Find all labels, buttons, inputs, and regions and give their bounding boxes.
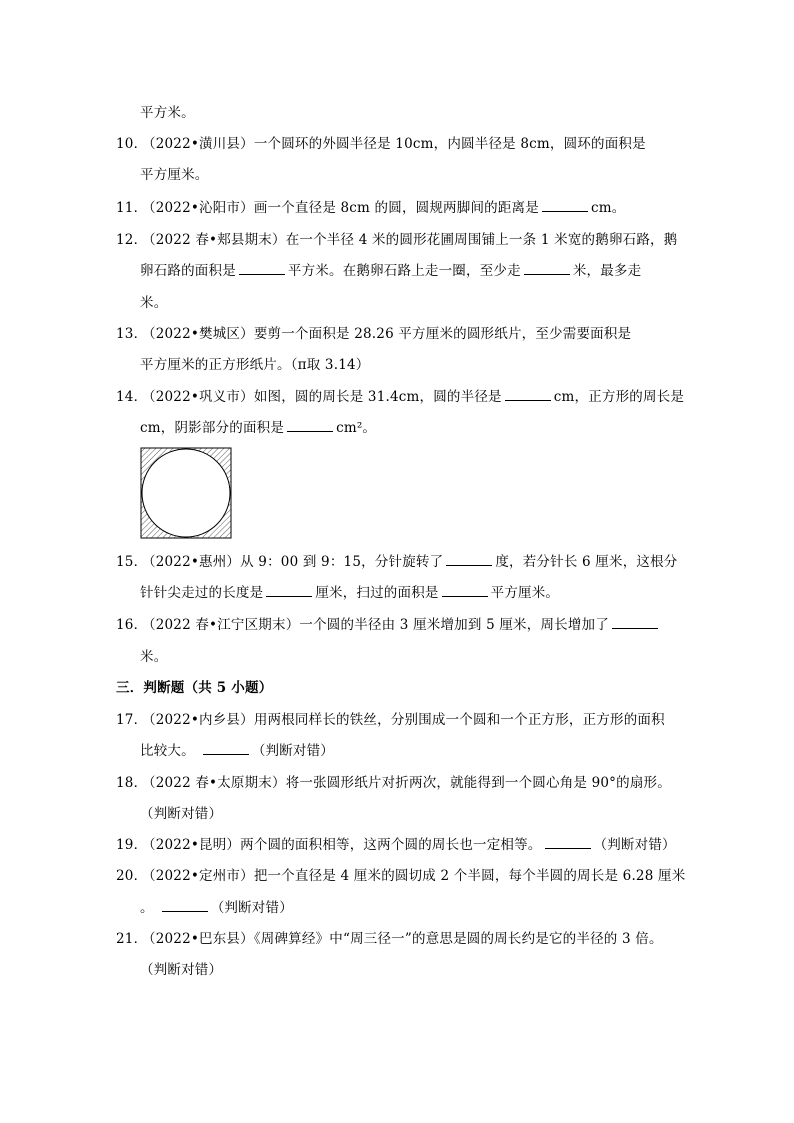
text: cm²。 [336, 420, 377, 436]
text: cm，正方形的周长是 [553, 389, 685, 405]
question-text [140, 584, 559, 602]
question-number: 16． [116, 617, 148, 633]
answer-blank[interactable] [545, 836, 591, 849]
text: 厘米，扫过的面积是 [315, 585, 439, 601]
answer-blank[interactable] [266, 584, 312, 597]
question-text: 平方厘米。 [140, 167, 209, 183]
question-text: 平方厘米的正方形纸片。（π取 3.14） [140, 357, 370, 373]
question-number: 17． [116, 712, 148, 728]
question-text: 米。 [140, 295, 168, 311]
answer-blank[interactable] [203, 742, 249, 755]
answer-blank[interactable] [239, 262, 285, 275]
text: cm，阴影部分的面积是 [140, 420, 285, 436]
section-title: 三．判断题（共 5 小题） [116, 680, 273, 696]
text: 比较大。 [140, 743, 195, 759]
circle-in-square-figure [140, 447, 232, 539]
text: （2022 春•江宁区期末）一个圆的半径由 3 厘米增加到 5 厘米，周长增加了 [142, 617, 609, 633]
text: （2022•巩义市）如图，圆的周长是 31.4cm，圆的半径是 [142, 389, 502, 405]
question-number: 14． [116, 389, 148, 405]
question-number: 19． [116, 837, 148, 853]
question-text [140, 899, 293, 917]
question-text [140, 419, 376, 437]
text: （判断对错） [593, 837, 676, 853]
question-text: （判断对错） [140, 806, 223, 822]
text: 平方厘米。 [490, 585, 560, 601]
question-text [140, 742, 334, 760]
text: 。 [140, 900, 154, 916]
answer-blank[interactable] [162, 899, 208, 912]
answer-blank[interactable] [442, 584, 488, 597]
answer-blank[interactable] [612, 616, 658, 629]
question-text: 米。 [140, 649, 168, 665]
question-number: 15． [116, 554, 148, 570]
question-text [140, 262, 641, 280]
question-text: （2022•潢川县）一个圆环的外圆半径是 10cm，内圆半径是 8cm，圆环的面积是 [142, 136, 646, 152]
question-number: 11． [116, 200, 148, 216]
text: 米，最多走 [572, 263, 642, 279]
text: （判断对错） [251, 743, 335, 759]
answer-blank[interactable] [446, 553, 492, 566]
text: （判断对错） [210, 900, 293, 916]
text: cm。 [590, 200, 626, 216]
question-number: 18． [116, 775, 148, 791]
text: 度，若分针长 6 厘米，这根分 [495, 554, 678, 570]
question-text: （2022 春•太原期末）将一张圆形纸片对折两次，就能得到一个圆心角是 90°的扇形。 [142, 775, 671, 791]
text: 卵石路的面积是 [140, 263, 236, 279]
circle-shape [142, 449, 230, 537]
question-text [142, 836, 676, 854]
text: （2022•惠州）从 9：00 到 9：15，分针旋转了 [142, 554, 444, 570]
text: 针针尖走过的长度是 [140, 585, 264, 601]
text: （2022•昆明）两个圆的面积相等，这两个圆的周长也一定相等。 [142, 837, 542, 853]
question-text [142, 199, 625, 217]
question-text: （2022•巴东县）《周碑算经》中“周三径一”的意思是圆的周长约是它的半径的 3 倍。 [142, 931, 663, 947]
question-number: 12． [116, 232, 148, 248]
answer-blank[interactable] [542, 199, 588, 212]
question-number: 10． [116, 136, 148, 152]
question-text: （2022 春•郏县期末）在一个半径 4 米的圆形花圃周围铺上一条 1 米宽的鹅卵石路，鹅 [142, 232, 678, 248]
question-text [142, 388, 684, 406]
question-number: 21． [116, 931, 148, 947]
answer-blank[interactable] [287, 419, 333, 432]
question-text: （2022•定州市）把一个直径是 4 厘米的圆切成 2 个半圆，每个半圆的周长是 6.28 厘米 [142, 868, 686, 884]
question-text: （2022•内乡县）用两根同样长的铁丝，分别围成一个圆和一个正方形，正方形的面积 [142, 712, 665, 728]
q9-tail: 平方米。 [140, 105, 195, 121]
answer-blank[interactable] [524, 262, 570, 275]
text: （2022•沁阳市）画一个直径是 8cm 的圆，圆规两脚间的距离是 [142, 200, 539, 216]
text: 平方米。在鹅卵石路上走一圈，至少走 [287, 263, 521, 279]
question-text [142, 616, 661, 634]
question-number: 13． [116, 326, 148, 342]
question-number: 20． [116, 868, 148, 884]
answer-blank[interactable] [505, 388, 551, 401]
question-text: （判断对错） [140, 962, 223, 978]
question-text [142, 553, 678, 571]
question-text: （2022•樊城区）要剪一个面积是 28.26 平方厘米的圆形纸片，至少需要面积是 [142, 326, 632, 342]
